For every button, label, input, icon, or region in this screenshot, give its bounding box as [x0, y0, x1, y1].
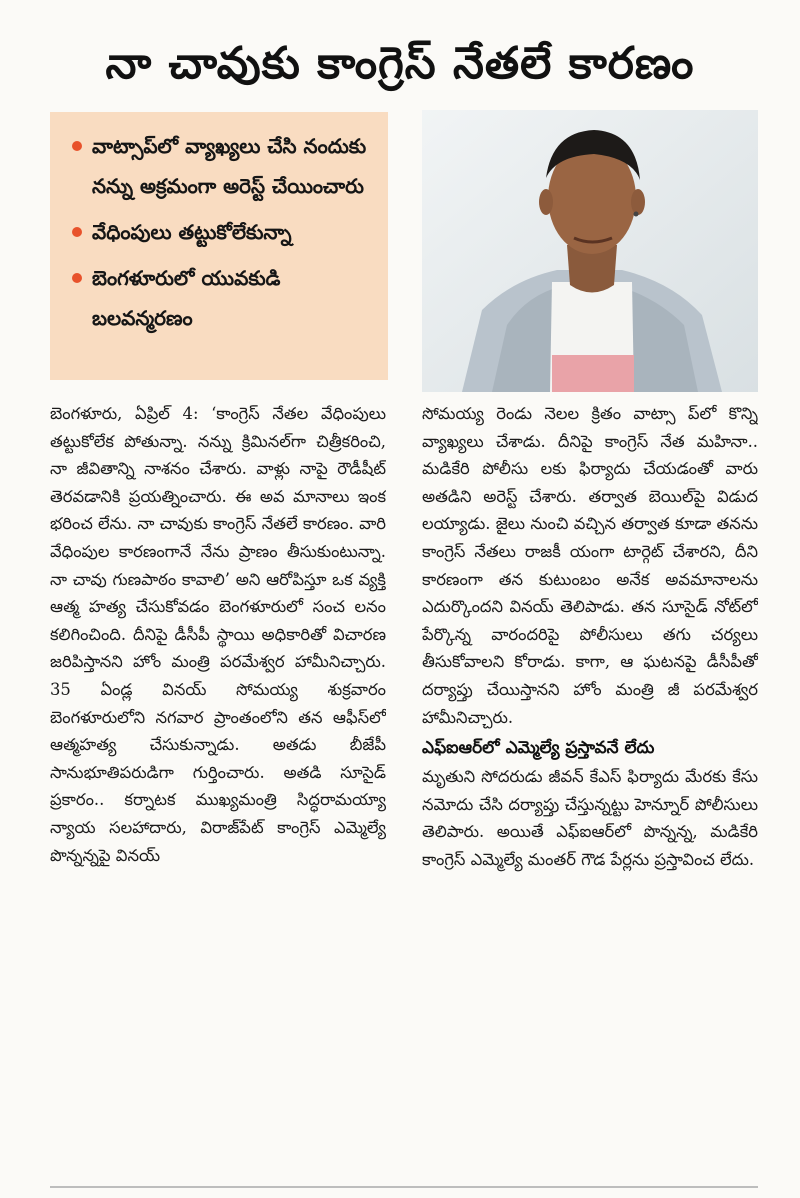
highlight-item: [72, 212, 372, 252]
highlights-list: [72, 126, 372, 338]
highlight-text: వేధింపులు తట్టుకోలేకున్నా: [92, 220, 292, 244]
article-body-right: [422, 400, 758, 1170]
article-body-left: [50, 400, 386, 1170]
highlight-item: [72, 126, 372, 206]
highlights-box: [50, 112, 388, 380]
bullet-icon: [72, 273, 82, 283]
highlight-text: వాట్సాప్‌లో వ్యాఖ్యలు చేసి నందుకు నన్ను అక్రమంగా అరెస్ట్ చేయించారు: [92, 134, 367, 198]
bullet-icon: [72, 141, 82, 151]
bottom-divider: [50, 1186, 758, 1188]
portrait-photo: [422, 110, 758, 392]
subheading: ఎఫ్ఐఆర్‌లో ఎమ్మెల్యే ప్రస్తావనే లేదు: [422, 738, 655, 759]
highlight-item: [72, 258, 372, 338]
body-paragraph: మృతుని సోదరుడు జీవన్ కేఎస్ ఫిర్యాదు మేరకు కేసు నమోదు చేసి దర్యాప్తు చేస్తున్నట్టు హెన్నూర్ పోలీసులు తెలిపారు. అయితే ఎఫ్ఐఆర్‌లో పొన్నన్న, మడికేరి కాంగ్రెస్ ఎమ్మెల్యే మంతర్ గౌడ పేర్లను ప్రస్తావించ లేదు.: [422, 767, 758, 869]
body-paragraph: సోమయ్య రెండు నెలల క్రితం వాట్సా ప్‌లో కొన్ని వ్యాఖ్యలు చేశాడు. దీనిపై కాంగ్రెస్ నేత మహినా.. మడికేరి పోలీసు లకు ఫిర్యాదు చేయడంతో వారు అతడిని అరెస్ట్ చేశారు. తర్వాత బెయిల్‌పై విడుద లయ్యాడు. జైలు నుంచి వచ్చిన తర్వాత కూడా తనను కాంగ్రెస్ నేతలు రాజకీ యంగా టార్గెట్ చేశారని, దీని కారణంగా తన కుటుంబం అనేక అవమానాలను ఎదుర్కొందని వినయ్ తెలిపాడు. తన సూసైడ్ నోట్‌లో పేర్కొన్న వారందరిపై పోలీసులు తగు చర్యలు తీసుకోవాలని కోరాడు. కాగా, ఆ ఘటనపై డీసీపీతో దర్యాప్తు చేయిస్తానని హోం మంత్రి జీ పరమేశ్వర హామీనిచ్చారు.: [422, 404, 758, 727]
portrait-illustration: [422, 110, 758, 392]
highlight-text: బెంగళూరులో యువకుడి బలవన్మరణం: [92, 266, 281, 330]
headline: నా చావుకు కాంగ్రెస్ నేతలే కారణం: [105, 38, 695, 89]
body-paragraph: బెంగళూరు, ఏప్రిల్ 4: ‘కాంగ్రెస్ నేతల వేధింపులు తట్టుకోలేక పోతున్నా. నన్ను క్రిమినల్‌గా చిత్రీకరించి, నా జీవితాన్ని నాశనం చేశారు. వాళ్లు నాపై రౌడీషీట్ తెరవడానికి ప్రయత్నించారు. ఈ అవ మానాలు ఇంక భరించ లేను. నా చావుకు కాంగ్రెస్ నేతలే కారణం. వారి వేధింపుల కారణంగానే నేను ప్రాణం తీసుకుంటున్నా. నా చావు గుణపాఠం కావాలి’ అని ఆరోపిస్తూ ఒక వ్యక్తి ఆత్మ హత్య చేసుకోవడం బెంగళూరులో సంచ లనం కలిగించింది. దీనిపై డీసీపీ స్థాయి అధికారితో విచారణ జరిపిస్తానని హోం మంత్రి పరమేశ్వర హామీనిచ్చారు. 35 ఏండ్ల వినయ్ సోమయ్య శుక్రవారం బెంగళూరులోని నగవార ప్రాంతంలోని తన ఆఫీస్‌లో ఆత్మహత్య చేసుకున్నాడు. అతడు బీజేపీ సానుభూతిపరుడిగా గుర్తించారు. అతడి సూసైడ్ ప్రకారం.. కర్నాటక ముఖ్యమంత్రి సిద్ధరామయ్యా న్యాయ సలహాదారు, విరాజ్‌పేట్ కాంగ్రెస్ ఎమ్మెల్యే పొన్నన్నపై వినయ్: [50, 404, 386, 865]
bullet-icon: [72, 227, 82, 237]
